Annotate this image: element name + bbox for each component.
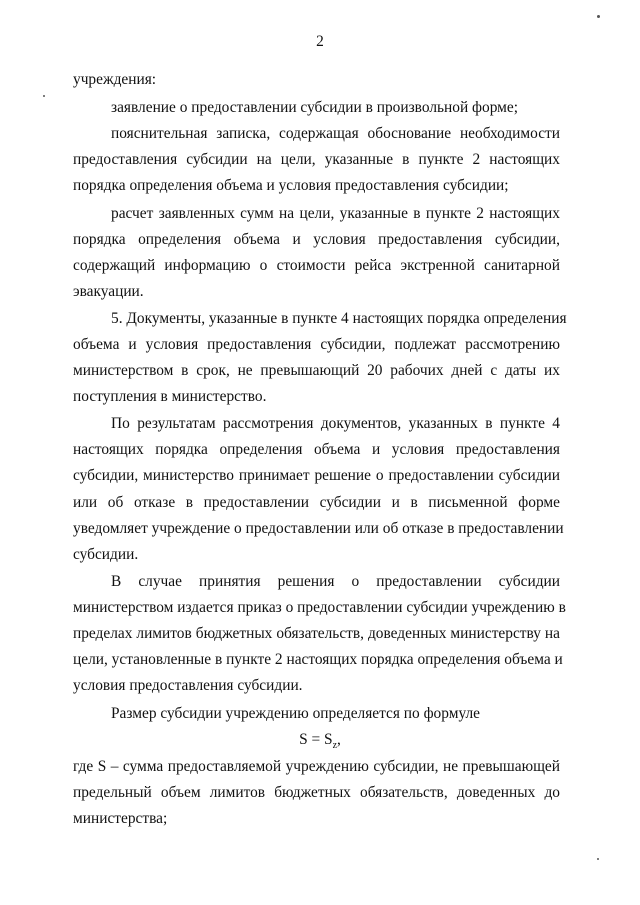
formula xyxy=(0,730,640,750)
text-line: содержащий информацию о стоимости рейса экстренной санитарной xyxy=(73,257,560,274)
text-line: субсидии, министерство принимает решение о предоставлении субсидии xyxy=(73,467,560,484)
text-line: настоящих порядка определения объема и условия предоставления xyxy=(73,441,560,458)
text-line: цели, установленные в пункте 2 настоящих порядка определения объема и xyxy=(73,651,563,668)
text-line: эвакуации. xyxy=(73,283,144,300)
text-line: условия предоставления субсидии. xyxy=(73,677,303,694)
text-line: учреждения: xyxy=(73,71,157,88)
scan-speck xyxy=(597,15,600,18)
text-line: Размер субсидии учреждению определяется по формуле xyxy=(111,705,480,722)
text-line: По результатам рассмотрения документов, указанных в пункте 4 xyxy=(111,415,560,432)
scan-speck xyxy=(43,95,45,97)
text-line: субсидии. xyxy=(73,546,139,563)
text-line: порядка определения объема и условия предоставления субсидии; xyxy=(73,177,509,194)
text-line: порядка определения объема и условия предоставления субсидии, xyxy=(73,231,560,248)
text-line: предоставления субсидии на цели, указанные в пункте 2 настоящих xyxy=(73,151,560,168)
page-number: 2 xyxy=(316,33,324,50)
formula-main: S = S xyxy=(299,731,333,748)
text-line: расчет заявленных сумм на цели, указанные в пункте 2 настоящих xyxy=(111,205,560,222)
formula-trailing: , xyxy=(337,731,341,748)
text-line: или об отказе в предоставлении субсидии и в письменной форме xyxy=(73,494,560,511)
text-line: где S – сумма предоставляемой учреждению субсидии, не превышающей xyxy=(73,758,560,775)
text-line: предельный объем лимитов бюджетных обязательств, доведенных до xyxy=(73,784,560,801)
text-line: В случае принятия решения о предоставлении субсидии xyxy=(111,573,560,590)
scan-speck xyxy=(597,858,599,860)
formula-subscript: z xyxy=(332,740,338,752)
text-line: пояснительная записка, содержащая обоснование необходимости xyxy=(111,125,560,142)
text-line: 5. Документы, указанные в пункте 4 настоящих порядка определения xyxy=(111,310,567,327)
text-line: министерства; xyxy=(73,810,168,827)
text-line: поступления в министерство. xyxy=(73,388,267,405)
text-line: министерством издается приказ о предоставлении субсидии учреждению в xyxy=(73,599,566,616)
text-line: заявление о предоставлении субсидии в произвольной форме; xyxy=(111,99,519,116)
text-line: уведомляет учреждение о предоставлении или об отказе в предоставлении xyxy=(73,520,564,537)
text-line: пределах лимитов бюджетных обязательств, доведенных министерству на xyxy=(73,625,560,642)
text-line: объема и условия предоставления субсидии, подлежат рассмотрению xyxy=(73,336,560,353)
text-line: министерством в срок, не превышающий 20 рабочих дней с даты их xyxy=(73,362,560,379)
